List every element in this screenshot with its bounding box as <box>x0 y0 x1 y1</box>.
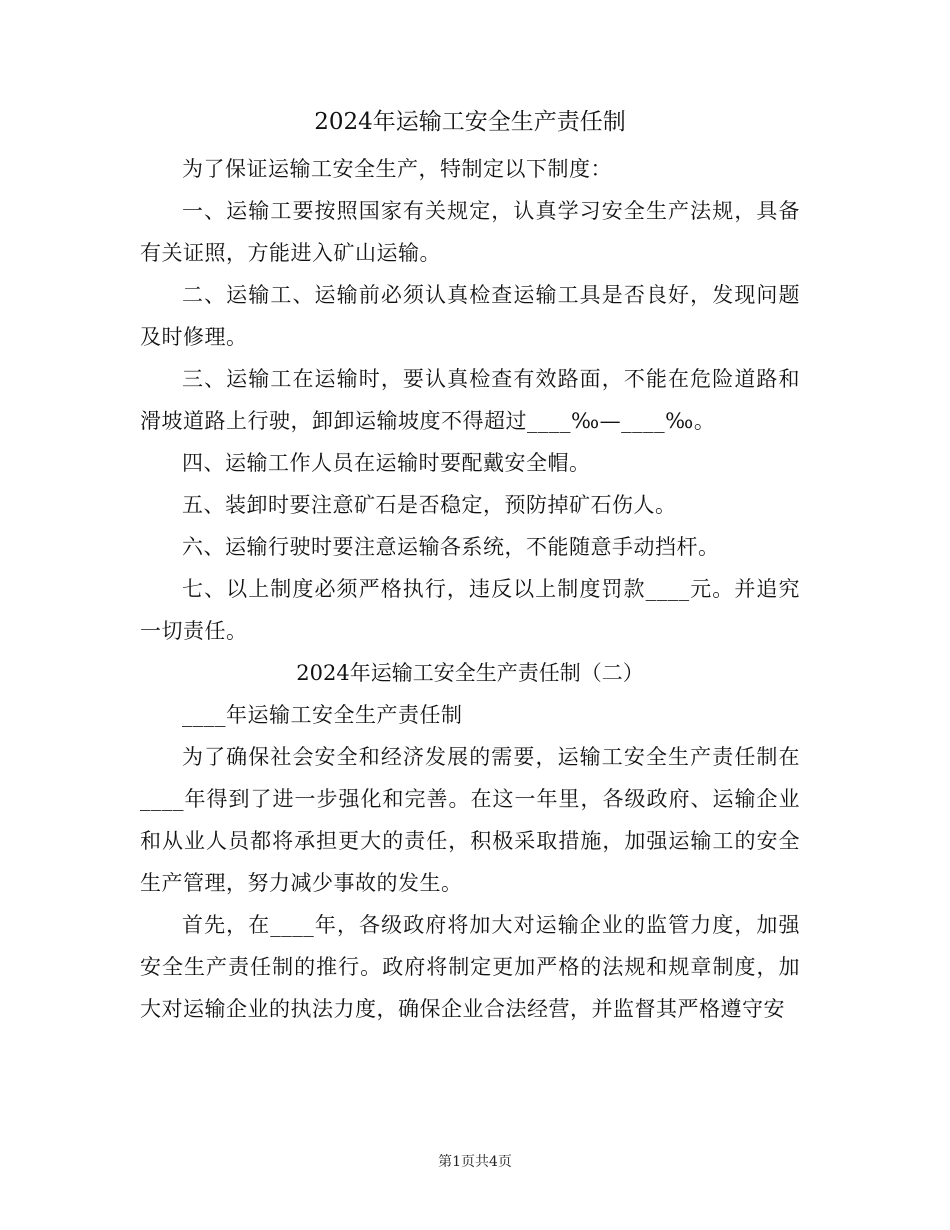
section2-paragraph-1: 为了确保社会安全和经济发展的需要，运输工安全生产责任制在____年得到了进一步强化和完善。在这一年里，各级政府、运输企业和从业人员都将承担更大的责任，积极采取措施，加强运输工的安全生产管理，努力减少事故的发生。 <box>140 745 800 895</box>
section-subtitle: 2024年运输工安全生产责任制（二） <box>296 661 644 685</box>
rule-item-7: 七、以上制度必须严格执行，违反以上制度罚款____元。并追究一切责任。 <box>140 577 800 643</box>
section2-heading-paragraph: ____年运输工安全生产责任制 <box>182 703 463 727</box>
intro-paragraph: 为了保证运输工安全生产，特制定以下制度： <box>182 157 612 181</box>
rule-item-1: 一、运输工要按照国家有关规定，认真学习安全生产法规，具备有关证照，方能进入矿山运输。 <box>140 199 800 265</box>
document-body <box>140 100 800 1030</box>
document-title: 2024年运输工安全生产责任制 <box>314 109 626 135</box>
section2-paragraph-2: 首先，在____年，各级政府将加大对运输企业的监管力度，加强安全生产责任制的推行。政府将制定更加严格的法规和规章制度，加大对运输企业的执法力度，确保企业合法经营，并监督其严格遵守安 <box>140 913 800 1021</box>
rule-item-2: 二、运输工、运输前必须认真检查运输工具是否良好，发现问题及时修理。 <box>140 283 800 349</box>
rule-item-4: 四、运输工作人员在运输时要配戴安全帽。 <box>182 451 591 475</box>
page-number-footer: 第1页共4页 <box>438 1154 512 1170</box>
rule-item-6: 六、运输行驶时要注意运输各系统，不能随意手动挡杆。 <box>182 535 720 559</box>
rule-item-5: 五、装卸时要注意矿石是否稳定，预防掉矿石伤人。 <box>182 493 677 517</box>
rule-item-3: 三、运输工在运输时，要认真检查有效路面，不能在危险道路和滑坡道路上行驶，卸卸运输坡度不得超过____‰—____‰。 <box>140 367 800 433</box>
